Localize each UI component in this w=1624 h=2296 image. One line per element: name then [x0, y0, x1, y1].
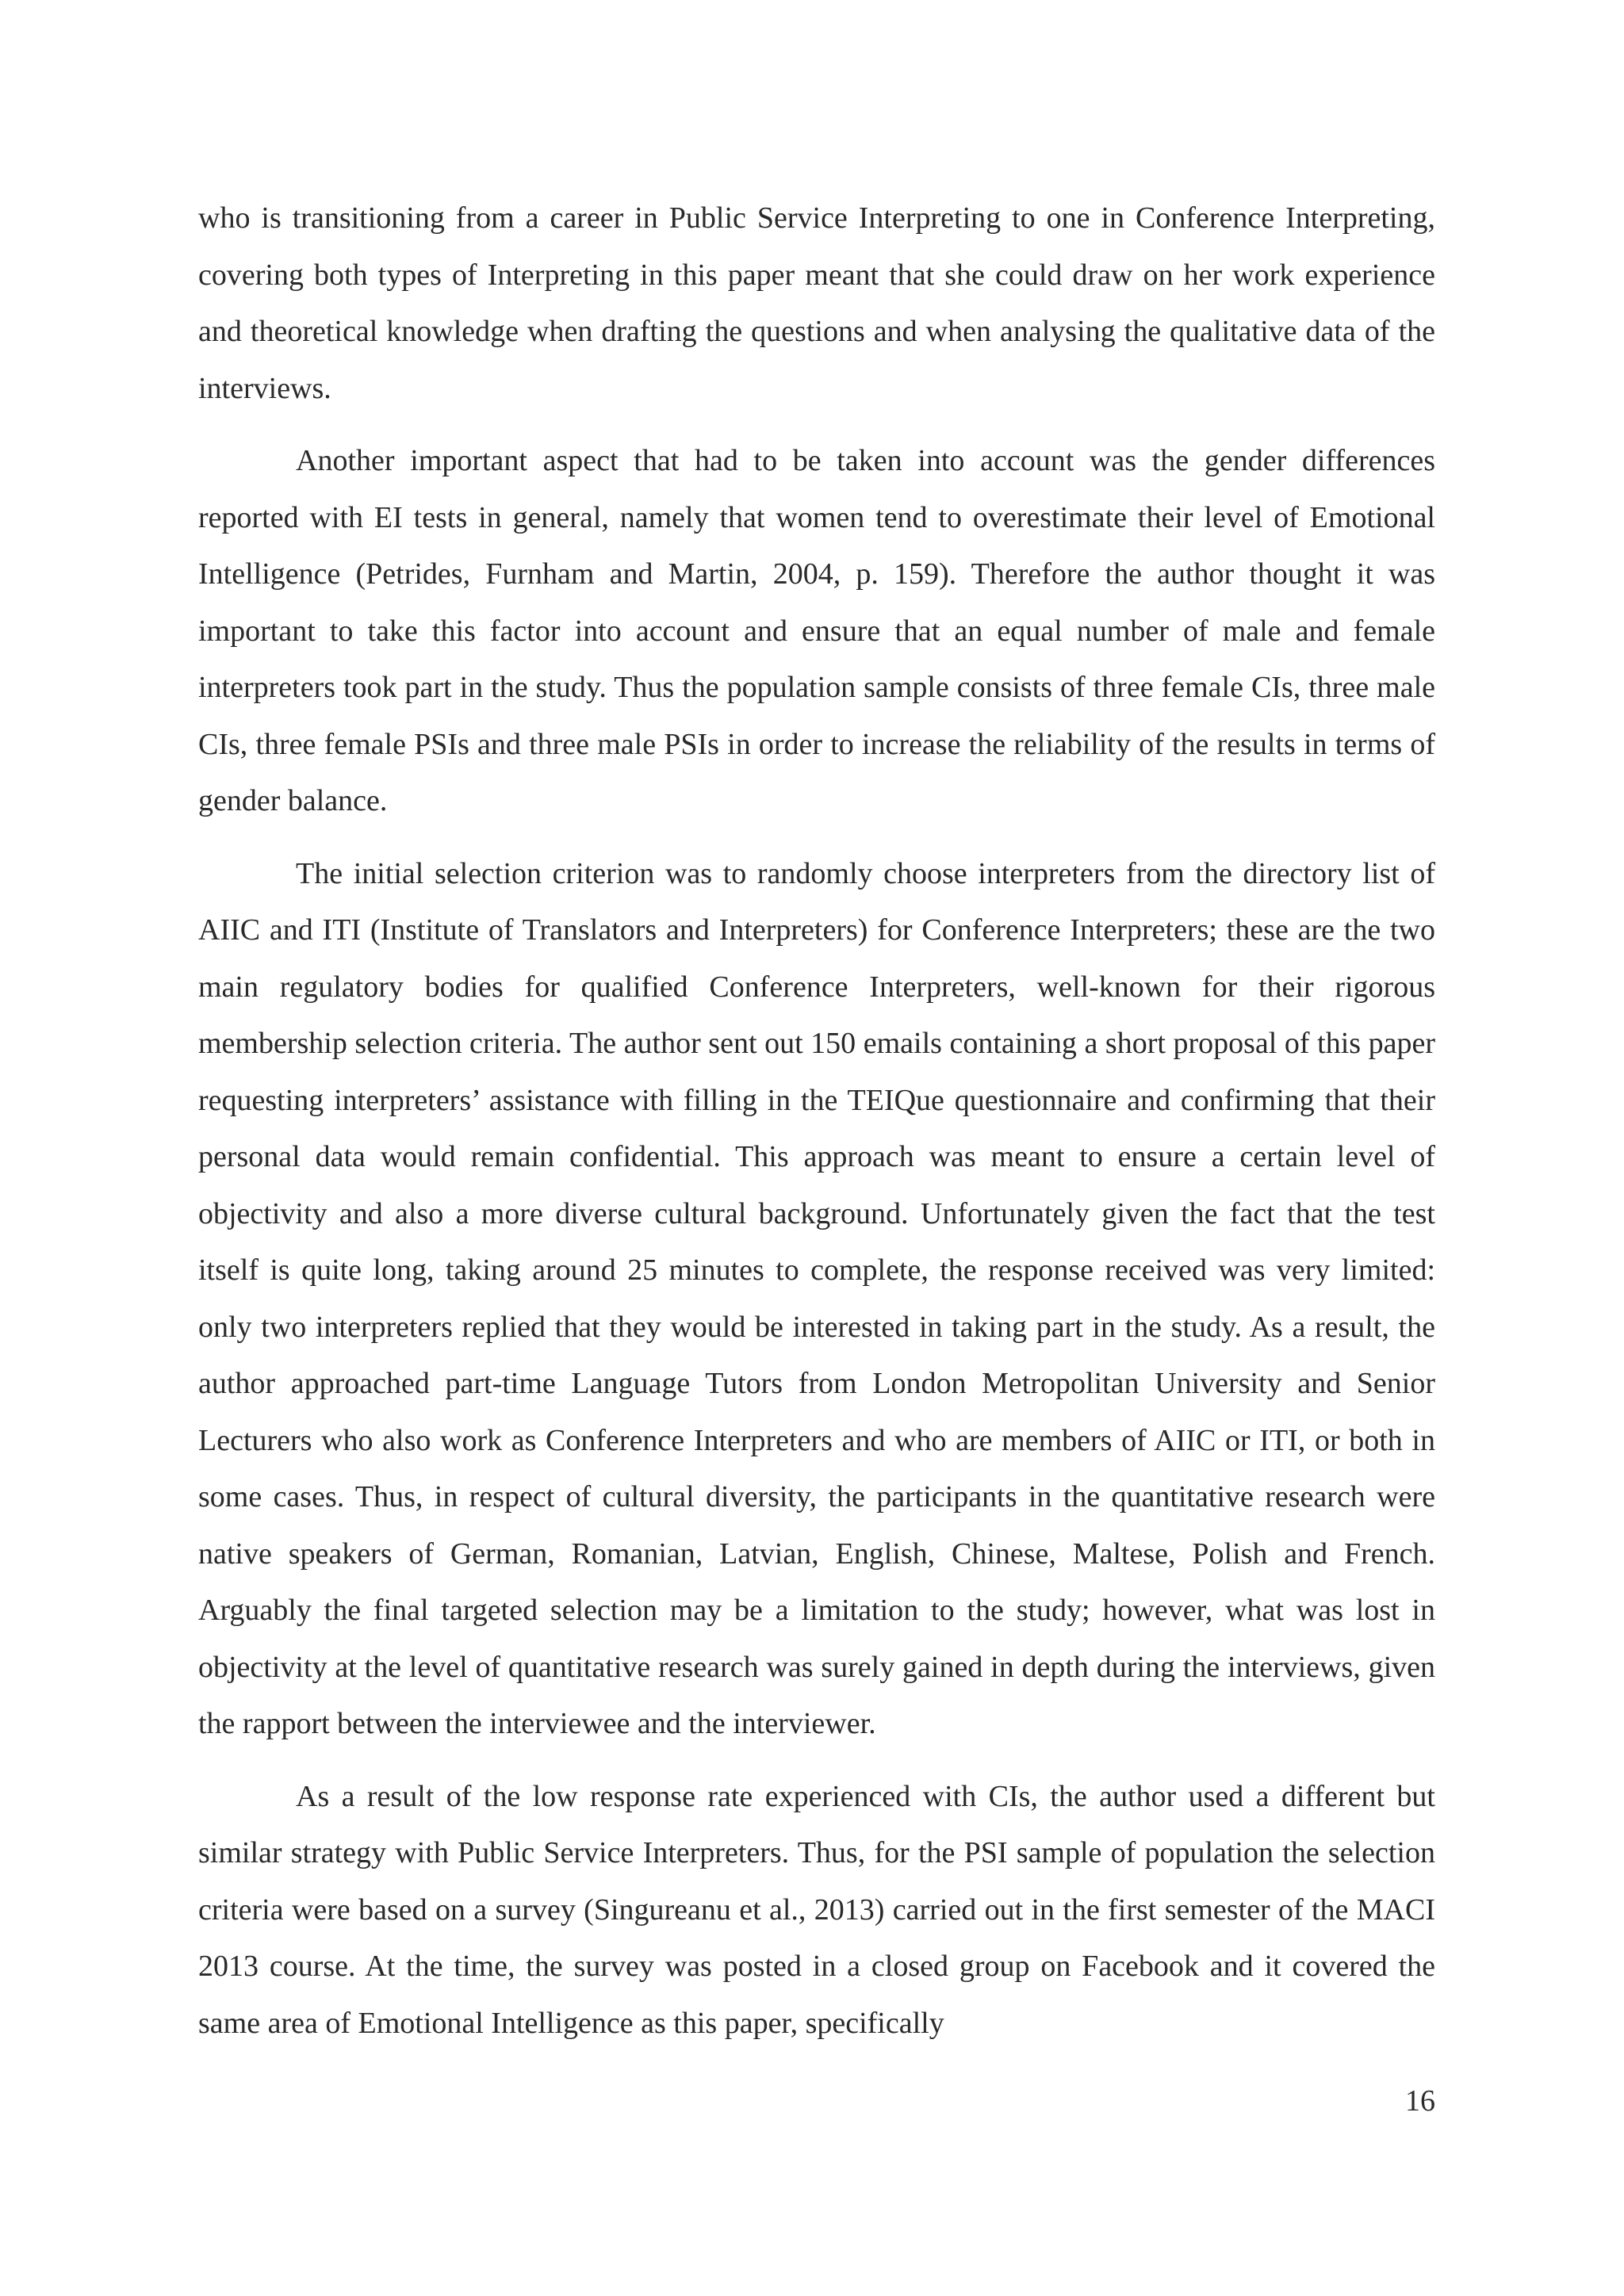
paragraph-continuation: who is transitioning from a career in Public Service Interpreting to one in Conference Interpreting, covering both types of Interpreting in this paper meant that she could draw on her work experience and theoretical knowledge when drafting the questions and when analysing the qualitative data of the interviews. — [198, 201, 1435, 405]
page-number: 16 — [1405, 2084, 1435, 2118]
paragraph-selection-criterion: The initial selection criterion was to randomly choose interpreters from the directory list of AIIC and ITI (Institute of Translators and Interpreters) for Conference Interpreters; these are the two main regulatory bodies for qualified Conference Interpreters, well-known for their rigorous membership selection criteria. The author sent out 150 emails containing a short proposal of this paper requesting interpreters’ assistance with filling in the TEIQue questionnaire and confirming that their personal data would remain confidential. This approach was meant to ensure a certain level of objectivity and also a more diverse cultural background. Unfortunately given the fact that the test itself is quite long, taking around 25 minutes to complete, the response received was very limited: only two interpreters replied that they would be interested in taking part in the study. As a result, the author approached part-time Language Tutors from London Metropolitan University and Senior Lecturers who also work as Conference Interpreters and who are members of AIIC or ITI, or both in some cases. Thus, in respect of cultural diversity, the participants in the quantitative research were native speakers of German, Romanian, Latvian, English, Chinese, Maltese, Polish and French. Arguably the final targeted selection may be a limitation to the study; however, what was lost in objectivity at the level of quantitative research was surely gained in depth during the interviews, given the rapport between the interviewee and the interviewer. — [198, 856, 1435, 1740]
paragraph-gender-differences: Another important aspect that had to be taken into account was the gender differences reported with EI tests in general, namely that women tend to overestimate their level of Emotional Intelligence (Petrides, Furnham and Martin, 2004, p. 159). Therefore the author thought it was important to take this factor into account and ensure that an equal number of male and female interpreters took part in the study. Thus the population sample consists of three female CIs, three male CIs, three female PSIs and three male PSIs in order to increase the reliability of the results in terms of gender balance. — [198, 444, 1435, 817]
body-text — [198, 190, 1435, 2068]
paragraph-psi-strategy: As a result of the low response rate experienced with CIs, the author used a different but similar strategy with Public Service Interpreters. Thus, for the PSI sample of population the selection criteria were based on a survey (Singureanu et al., 2013) carried out in the first semester of the MACI 2013 course. At the time, the survey was posted in a closed group on Facebook and it covered the same area of Emotional Intelligence as this paper, specifically — [198, 1779, 1435, 2040]
